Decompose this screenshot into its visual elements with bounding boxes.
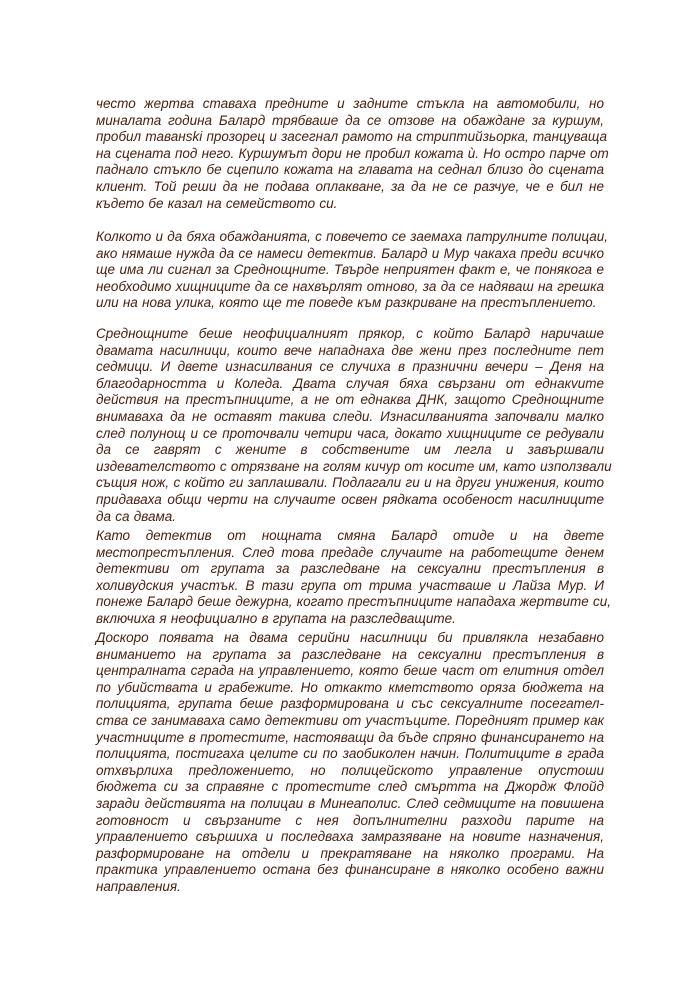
text-line: действия на престъпниците, а не от еднаква ДНК, защото Среднощните	[96, 392, 604, 408]
text-line: или на нова улика, която ще те поведе към разкриване на престъплението.	[96, 295, 597, 311]
paragraph-text	[96, 96, 609, 212]
text-line: участниците в протестите, настояващи да бъде спряно финансирането на	[96, 729, 604, 745]
text-line: полицията, групата беше разформирована и със сексуалните посегател-	[96, 696, 604, 712]
text-line: издевателството с отрязване на голям кичур от косите им, като използвали	[96, 458, 612, 474]
text-line: след полунощ и се проточвали четири часа, докато хищниците се редували	[96, 425, 604, 441]
text-line: Като детектив от нощната смяна Балард отиде и на двете	[96, 528, 604, 543]
text-line: същия нож, с който ги заплашвали. Подлагали ги и на други унижения, които	[96, 475, 604, 491]
text-line: детективи от групата за разследване на сексуални престъпления в	[96, 561, 604, 577]
text-line: по убийствата и грабежите. Но откакто кметството орязa бюджета на	[96, 679, 604, 695]
text-line: клиент. Той реши да не подава оплакване, за да не се разчуе, че е бил не	[96, 178, 604, 194]
paragraph-5	[96, 630, 604, 896]
text-line: миналата година Балард трябваше да се отзове на обаждане за куршум,	[96, 112, 604, 128]
text-line: на сцената под него. Куршумът дори не пробил кожата ѝ. Но остро парче от	[96, 145, 609, 161]
text-line: пробил таванski прозорец и засегнал рамото на стриптийзьорка, танцуваща	[96, 129, 608, 145]
text-line: местопрестъпления. След това предаде случаите на работещите денем	[96, 544, 604, 560]
paragraph-4	[96, 528, 611, 628]
text-line: необходимо хищниците да се нахвърлят отново, за да се надяваш на грешка	[96, 278, 604, 294]
paragraph-text	[96, 229, 609, 312]
text-line: Доскоро появата на двама серийни насилници би привлякла незабавно	[96, 630, 604, 645]
text-line: холивудския участък. В тази група от трима участваше и Лайза Мур. И	[96, 577, 604, 593]
text-line: заради действията на полицаи в Минеаполис. След седмиците на повишена	[96, 795, 604, 811]
text-line: паднало стъкло бе сцепило кожата на главата на седнал близо до сцената	[96, 162, 604, 178]
text-line: Среднощните беше неофициалният прякор, с който Балард наричаше	[96, 326, 604, 341]
text-line: готовност и свързаните с нея допълнителни разходи парите на	[96, 812, 604, 828]
text-line: вниманието на групата за разследване на сексуални престъпления в	[96, 646, 604, 662]
text-line: ства се занимаваха само детективи от участъците. Поредният пример как	[96, 712, 604, 728]
text-line: придаваха общи черти на случаите освен рядката особеност насилниците	[96, 491, 604, 507]
paragraph-text	[96, 630, 604, 896]
paragraph-1	[96, 96, 609, 212]
text-line: управлението свършиха и последваха замразяване на новите назначения,	[96, 829, 604, 845]
text-line: ако нямаше нужда да се намеси детектив. Балард и Мур чакаха преди всичко	[96, 245, 604, 261]
text-line: да се гаврят с жените в собствените им легла и завършвали	[96, 442, 604, 458]
text-line: Колкото и да бяха обажданията, с повечето се заемаха патрулните полицаи,	[96, 229, 609, 244]
paragraph-text	[96, 326, 612, 525]
text-line: двамата насилници, които вече нападнаха две жени през последните пет	[96, 342, 604, 358]
text-line: понеже Балард беше дежурна, когато престъпниците нападаха жертвите си,	[96, 594, 611, 610]
text-line: внимаваха да не оставят такива следи. Изнасилванията започвали малко	[96, 408, 604, 424]
text-line: полицията, постигаха целите си по заобиколен начин. Политиците в града	[96, 746, 604, 762]
text-line: отхвърлиха предложението, но полицейското управление опустоши	[96, 762, 604, 778]
text-line: бюджета си за справяне с протестите след смъртта на Джордж Флойд	[96, 779, 604, 795]
paragraph-3	[96, 326, 612, 525]
text-line: да са двама.	[96, 508, 176, 524]
text-line: седмици. И двете изнасилвания се случиха в празнични вечери – Деня на	[96, 359, 604, 375]
text-line: практика управлението остана без финансиране в няколко особено важни	[96, 862, 604, 878]
text-line: централната сграда на управлението, която беше част от елитния отдел	[96, 663, 604, 679]
text-line: направления.	[96, 878, 181, 894]
paragraph-text	[96, 528, 611, 628]
text-line: където бе казал на семейството си.	[96, 195, 338, 211]
text-line: разформироване на отдели и прекратяване на няколко програми. На	[96, 845, 604, 861]
text-line: включиха я неофициално в групата на разследващите.	[96, 610, 456, 626]
text-line: благодарността и Коледа. Двата случая бяха свързани от еднакvите	[96, 375, 604, 391]
paragraph-2	[96, 229, 609, 312]
text-line: ще има ли сигнал за Среднощните. Твърде неприятен факт е, че понякога е	[96, 262, 604, 278]
text-line: често жертва ставаха предните и задните стъкла на автомобили, но	[96, 96, 604, 111]
